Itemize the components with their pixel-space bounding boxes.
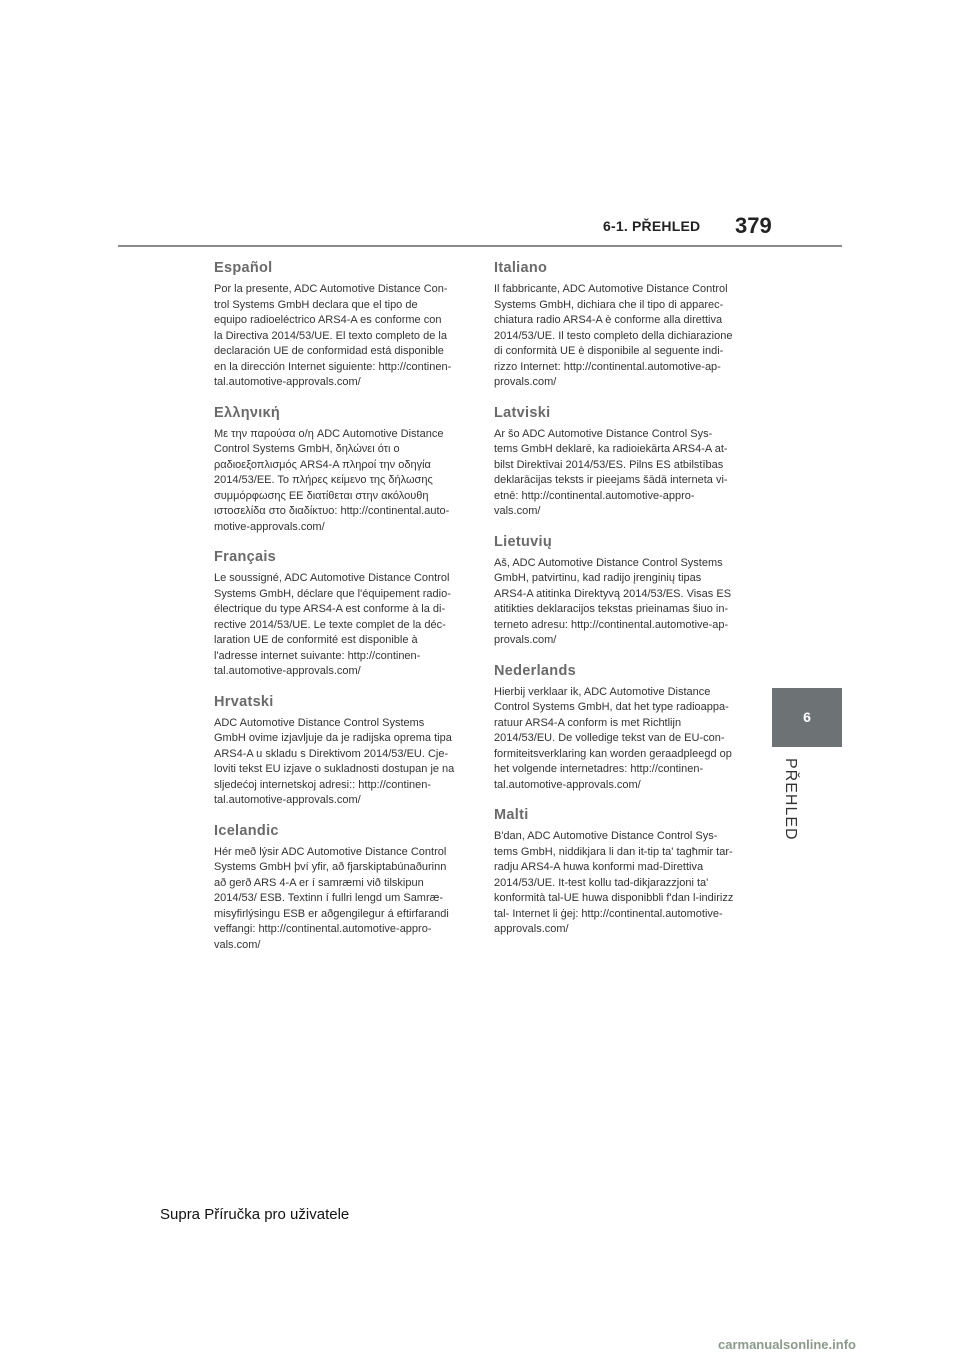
language-title: Nederlands	[494, 662, 576, 679]
page-number: 379	[735, 213, 772, 238]
language-text: B'dan, ADC Automotive Distance Control Sys- tems GmbH, niddikjara li dan it-tip ta' tagħmir tar- radju ARS4-A huwa konformi mad-Direttiva 2014/53/UE. It-test kollu tad-dikjarazzjoni ta' konformità tal-UE huwa disponibbli f'dan l-indirizz tal- Internet li ġej: http://continental.automotive- approvals.com/	[494, 830, 734, 935]
language-text: Hér með lýsir ADC Automotive Distance Control Systems GmbH því yfir, að fjarskiptabúnaðurinn að gerð ARS 4-A er í samræmi við tilskipun 2014/53/ ESB. Textinn í fullri lengd um Samræ- misyfirlýsingu ESB er aðgengilegur á eftirfarandi veffangi: http://continental.automotive-appro- vals.com/	[214, 845, 449, 951]
language-title: Latviski	[494, 404, 551, 421]
language-block	[214, 549, 468, 680]
language-title: Lietuvių	[494, 533, 552, 550]
language-text: Il fabbricante, ADC Automotive Distance Control Systems GmbH, dichiara che il tipo di apparec- chiatura radio ARS4-A è conforme alla direttiva 2014/53/UE. Il testo completo della dichiarazione di conformità UE è disponibile al seguente indi- rizzo Internet: http://continental.automotive-ap- provals.com/	[494, 283, 733, 388]
language-block	[214, 260, 468, 391]
language-text: Aš, ADC Automotive Distance Control Systems GmbH, patvirtinu, kad radijo įrenginių tipas ARS4-A atitinka Direktyvą 2014/53/ES. Visas ES atitikties deklaracijos tekstas prieinamas šiuo in- terneto adresu: http://continental.automotive-ap- provals.com/	[494, 556, 732, 646]
header-section-title: 6-1. PŘEHLED	[603, 218, 701, 234]
chapter-tab: 6	[772, 688, 842, 747]
left-column	[214, 260, 468, 967]
watermark: carmanualsonline.info	[718, 1337, 856, 1352]
language-block	[494, 663, 748, 794]
language-text: Hierbij verklaar ik, ADC Automotive Distance Control Systems GmbH, dat het type radioappa- ratuur ARS4-A conform is met Richtlijn 2014/53/EU. De volledige tekst van de EU-con- formiteitsverklaring kan worden geraadpleegd op het volgende internetadres: http://continen- tal.automotive-approvals.com/	[494, 685, 732, 791]
right-column	[494, 260, 748, 952]
language-block	[494, 405, 748, 520]
language-title: Français	[214, 549, 277, 565]
chapter-side-label-text: PŘEHLED	[782, 758, 799, 841]
language-block	[494, 534, 748, 649]
language-block	[214, 405, 468, 536]
language-title: Español	[214, 260, 273, 276]
language-title: Italiano	[494, 260, 548, 276]
language-block	[494, 807, 748, 938]
footer-manual-title: Supra Příručka pro uživatele	[160, 1206, 350, 1223]
language-block	[214, 823, 468, 954]
language-text: Με την παρούσα ο/η ADC Automotive Distance Control Systems GmbH, δηλώνει ότι ο ραδιοεξοπλισμός ARS4-A πληροί την οδηγία 2014/53/ΕΕ. Το πλήρες κείμενο της δήλωσης συμμόρφωσης ΕΕ διατίθεται στην ακόλουθη ιστοσελίδα στο διαδίκτυο: http://continental.auto- motive-approvals.com/	[214, 427, 450, 533]
language-title: Hrvatski	[214, 693, 274, 710]
language-block	[494, 260, 748, 391]
language-title: Malti	[494, 807, 529, 823]
language-title: Ελληνική	[214, 404, 281, 421]
language-block	[214, 694, 468, 809]
chapter-side-label	[781, 758, 809, 908]
language-text: ADC Automotive Distance Control Systems GmbH ovime izjavljuje da je radijska oprema tipa ARS4-A u skladu s Direktivom 2014/53/EU. Cje- loviti tekst EU izjave o sukladnosti dostupan je na sljedećoj internetskoj adresi:: http://continen- tal.automotive-approvals.com/	[214, 716, 455, 806]
language-text: Por la presente, ADC Automotive Distance Con- trol Systems GmbH declara que el tipo de equipo radioeléctrico ARS4-A es conforme con la Directiva 2014/53/UE. El texto completo de la declaración UE de conformidad está disponible en la dirección Internet siguiente: http://continen- tal.automotive-approvals.com/	[214, 283, 452, 388]
language-title: Icelandic	[214, 822, 279, 839]
language-text: Le soussigné, ADC Automotive Distance Control Systems GmbH, déclare que l'équipement radio- électrique du type ARS4-A est conforme à la di- rective 2014/53/UE. Le texte complet de la déc- laration UE de conformité est disponible à l'adresse internet suivante: http://continen- tal.automotive-approvals.com/	[214, 572, 451, 677]
header-divider	[118, 245, 842, 247]
language-text: Ar šo ADC Automotive Distance Control Sys- tems GmbH deklarē, ka radioiekārta ARS4-A at- bilst Direktīvai 2014/53/ES. Pilns ES atbilstības deklarācijas teksts ir pieejams šādā interneta vi- etnē: http://continental.automotive-appro- vals.com/	[494, 427, 728, 517]
